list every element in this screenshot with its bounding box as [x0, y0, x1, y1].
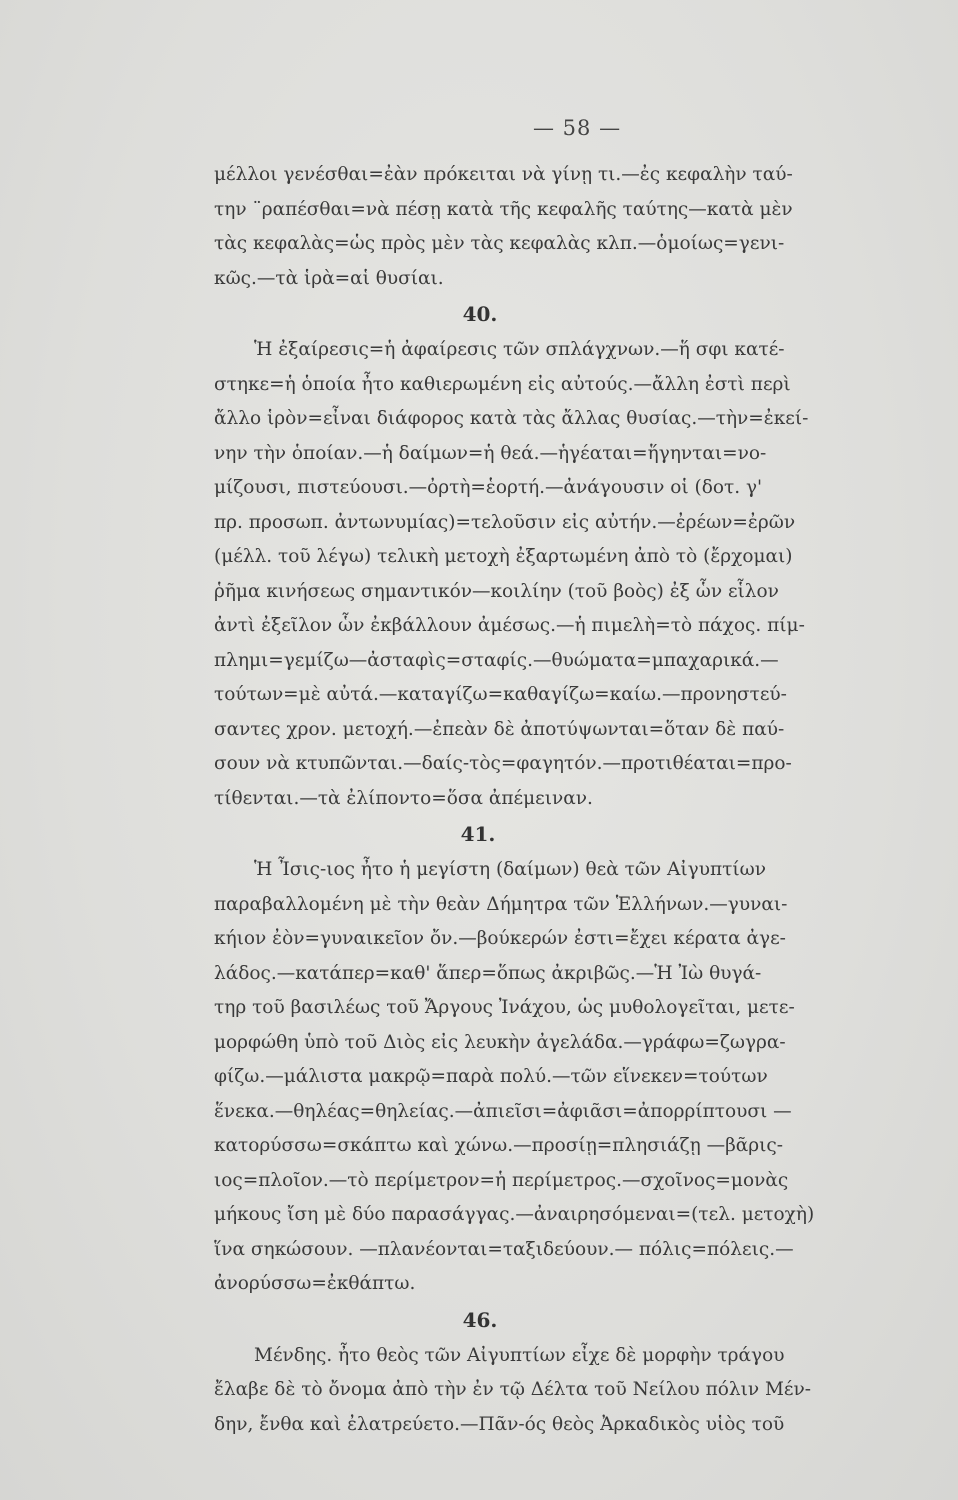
section-number: 41.	[460, 822, 496, 846]
text-line: ῥῆμα κινήσεως σημαντικόν—κοιλίην (τοῦ βοὸς) ἐξ ὧν εἷλον	[214, 580, 779, 602]
text-line: ἵνα σηκώσουν. —πλανέονται=ταξιδεύουν.— πόλις=πόλεις.—	[214, 1238, 794, 1260]
text-line: πλημι=γεμίζω—ἀσταφὶς=σταφίς.—θυώματα=μπαχαρικά.—	[214, 649, 779, 671]
text-line: Ἡ ἐξαίρεσις=ἡ ἀφαίρεσις τῶν σπλάγχνων.—ἥ σφι κατέ-	[254, 339, 785, 360]
text-line: δην, ἔνθα καὶ ἐλατρεύετο.—Πᾶν-ός θεὸς Ἀρκαδικὸς υἱὸς τοῦ	[214, 1413, 785, 1435]
text-line: κήιον ἐὸν=γυναικεῖον ὄν.—βούκερών ἐστι=ἔχει κέρατα ἀγε-	[214, 928, 786, 949]
text-line: τὰς κεφαλὰς=ὡς πρὸς μὲν τὰς κεφαλὰς κλπ.—ὁμοίως=γενι-	[214, 233, 785, 254]
text-line: ἔλαβε δὲ τὸ ὄνομα ἀπὸ τὴν ἐν τῷ Δέλτα τοῦ Νείλου πόλιν Μέν-	[214, 1379, 812, 1400]
text-line: τηρ τοῦ βασιλέως τοῦ Ἄργους Ἰνάχου, ὡς μυθολογεῖται, μετε-	[214, 997, 795, 1018]
text-line: σαντες χρον. μετοχή.—ἐπεὰν δὲ ἀποτύψωνται=ὅταν δὲ παύ-	[214, 718, 785, 740]
text-line: τούτων=μὲ αὐτά.—καταγίζω=καθαγίζω=καίω.—προνηστεύ-	[214, 684, 787, 705]
text-line: φίζω.—μάλιστα μακρῷ=παρὰ πολύ.—τῶν εἵνεκεν=τούτων	[214, 1066, 768, 1087]
text-line: ἕνεκα.—θηλέας=θηλείας.—ἀπιεῖσι=ἀφιᾶσι=ἀπορρίπτουσι —	[214, 1100, 792, 1122]
text-line: ιος=πλοῖον.—τὸ περίμετρον=ἡ περίμετρος.—σχοῖνος=μονὰς	[214, 1169, 789, 1191]
page-text	[214, 158, 815, 1442]
text-line: τίθενται.—τὰ ἐλίποντο=ὅσα ἀπέμειναν.	[214, 787, 593, 809]
text-line: στηκε=ἡ ὁποία ἦτο καθιερωμένη εἰς αὐτούς.—ἄλλη ἐστὶ περὶ	[214, 373, 791, 395]
text-line: ἀντὶ ἐξεῖλον ὧν ἐκβάλλουν ἀμέσως.—ἡ πιμελὴ=τὸ πάχος. πίμ-	[214, 615, 805, 636]
text-line: παραβαλλομένη μὲ τὴν θεὰν Δήμητρα τῶν Ἑλλήνων.—γυναι-	[214, 893, 788, 915]
text-line: πρ. προσωπ. ἀντωνυμίας)=τελοῦσιν εἰς αὐτήν.—ἐρέων=ἐρῶν	[214, 511, 796, 533]
section-number: 40.	[462, 302, 498, 326]
text-line: μορφώθη ὑπὸ τοῦ Διὸς εἰς λευκὴν ἀγελάδα.—γράφω=ζωγρα-	[214, 1031, 786, 1053]
text-line: μήκους ἴση μὲ δύο παρασάγγας.—ἀναιρησόμεναι=(τελ. μετοχὴ)	[214, 1204, 815, 1225]
text-line: μίζουσι, πιστεύουσι.—ὀρτὴ=ἑορτή.—ἀνάγουσιν οἱ (δοτ. γ'	[214, 477, 763, 498]
text-line: νην τὴν ὁποίαν.—ἡ δαίμων=ἡ θεά.—ἡγέαται=ἥγηνται=νο-	[214, 442, 767, 464]
text-line: σουν νὰ κτυπῶνται.—δαίς-τὸς=φαγητόν.—προτιθέαται=προ-	[214, 753, 792, 774]
text-line: λάδος.—κατάπερ=καθ' ἅπερ=ὅπως ἀκριβῶς.—Ἡ Ἰὼ θυγά-	[214, 962, 762, 984]
text-line: Ἡ Ἶσις-ιος ἦτο ἡ μεγίστη (δαίμων) θεὰ τῶν Αἰγυπτίων	[254, 859, 766, 880]
text-line: (μέλλ. τοῦ λέγω) τελικὴ μετοχὴ ἐξαρτωμένη ἀπὸ τὸ (ἔρχομαι)	[214, 546, 793, 567]
text-line: ἀνορύσσω=ἐκθάπτω.	[214, 1273, 416, 1294]
text-line: ἄλλο ἱρὸν=εἶναι διάφορος κατὰ τὰς ἄλλας θυσίας.—τὴν=ἐκεί-	[214, 408, 809, 429]
text-line: μέλλοι γενέσθαι=ἐὰν πρόκειται νὰ γίνῃ τι.—ἐς κεφαλὴν ταύ-	[214, 164, 793, 185]
text-line: κῶς.—τὰ ἱρὰ=αἱ θυσίαι.	[214, 267, 444, 289]
section-number: 46.	[462, 1307, 498, 1332]
page-number: — 58 —	[533, 116, 622, 140]
text-line: Μένδης. ἦτο θεὸς τῶν Αἰγυπτίων εἶχε δὲ μορφὴν τράγου	[254, 1344, 785, 1366]
text-line: την ¨ραπέσθαι=νὰ πέσῃ κατὰ τῆς κεφαλῆς ταύτης—κατὰ μὲν	[214, 198, 793, 220]
text-line: κατορύσσω=σκάπτω καὶ χώνω.—προσίῃ=πλησιάζῃ —βᾶρις-	[214, 1135, 784, 1156]
